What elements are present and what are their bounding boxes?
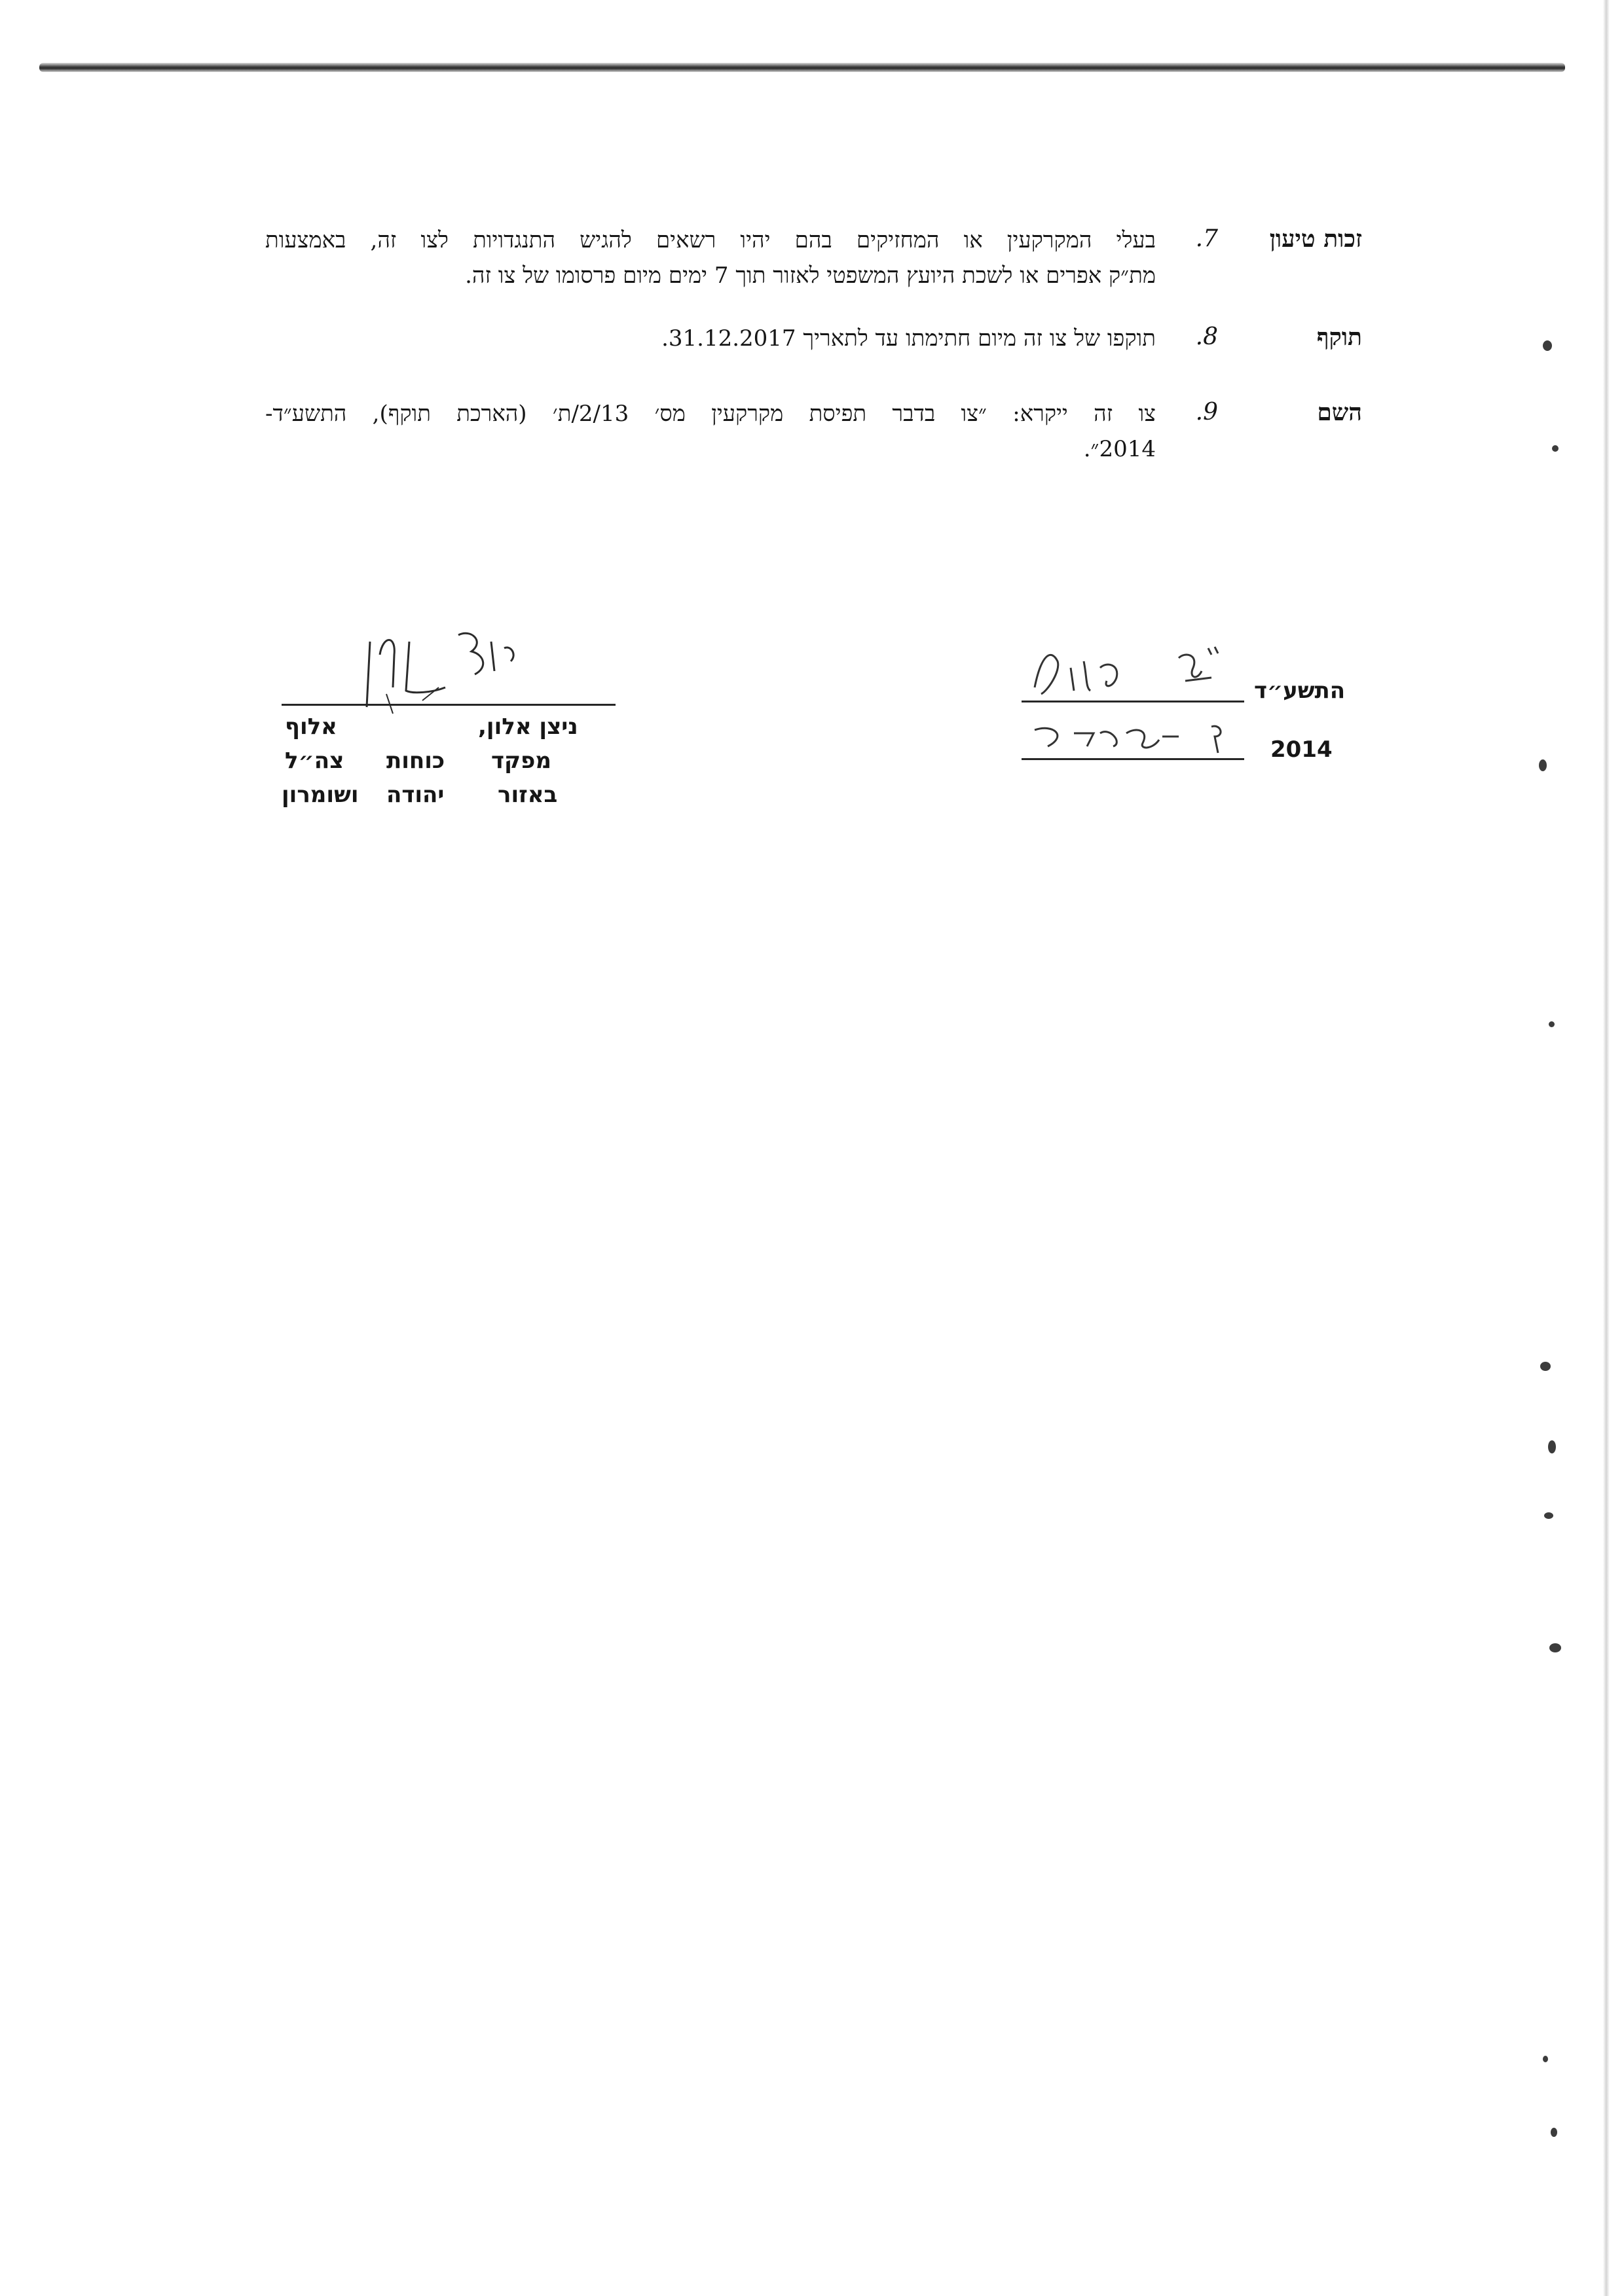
clause-line: תוקפו של צו זה מיום חתימתו עד לתאריך 31.12.2017. <box>661 325 1156 352</box>
clause-9 <box>0 396 1624 481</box>
signatory-title-word: כוחות <box>386 748 445 774</box>
scan-top-border <box>39 63 1565 72</box>
clause-title: השם <box>1317 399 1362 426</box>
signatory-title-word: צה״ל <box>285 748 344 774</box>
clause-number: 9. <box>1195 399 1218 426</box>
signatory-region-word: באזור <box>498 782 558 808</box>
scan-speck <box>1549 1021 1555 1027</box>
signatory-name: ניצן אלון, <box>478 714 578 740</box>
clause-title: תוקף <box>1316 323 1362 351</box>
signatory-rank: אלוף <box>285 714 337 740</box>
signatory-region-word: ושומרון <box>282 782 359 808</box>
hebrew-date-line <box>1022 701 1244 702</box>
clause-number: 7. <box>1195 225 1218 252</box>
scan-speck <box>1548 1440 1556 1453</box>
clause-body <box>265 396 1156 467</box>
handwritten-gregorian-date <box>1022 717 1238 763</box>
gregorian-date-line <box>1022 758 1244 760</box>
clause-8 <box>0 321 1624 367</box>
clause-line: 2014״. <box>1083 436 1156 462</box>
signature-block <box>282 602 635 812</box>
scan-speck <box>1540 1362 1551 1371</box>
signature-line <box>282 704 616 706</box>
clause-body <box>265 223 1156 293</box>
scan-speck <box>1539 759 1547 771</box>
hebrew-year-label: התשע״ד <box>1254 678 1346 704</box>
scan-speck <box>1543 2056 1548 2062</box>
clause-line: מת״ק אפרים או לשכת היועץ המשפטי לאזור תוך 7 ימים מיום פרסומו של צו זה. <box>465 263 1156 289</box>
clause-line: בעלי המקרקעין או המחזיקים בהם יהיו רשאים להגיש התנגדויות לצו זה, באמצעות <box>265 227 1156 253</box>
clause-body <box>265 321 1156 356</box>
scan-speck <box>1551 2128 1557 2137</box>
clause-7 <box>0 223 1624 308</box>
signatory-region-word: יהודה <box>386 782 445 808</box>
scan-speck <box>1544 1512 1553 1519</box>
clause-line: צו זה ייקרא: ״צו בדבר תפיסת מקרקעין מס׳ 2/13/ת׳ (הארכת תוקף), התשע״ד- <box>265 401 1156 427</box>
signatory-title-word: מפקד <box>491 748 551 774</box>
scan-speck <box>1549 1643 1561 1652</box>
gregorian-year-label: 2014 <box>1270 737 1333 763</box>
date-block <box>1022 642 1388 786</box>
handwritten-hebrew-date <box>1022 642 1238 701</box>
clause-title: זכות טיעון <box>1269 225 1362 253</box>
clause-number: 8. <box>1195 323 1218 350</box>
